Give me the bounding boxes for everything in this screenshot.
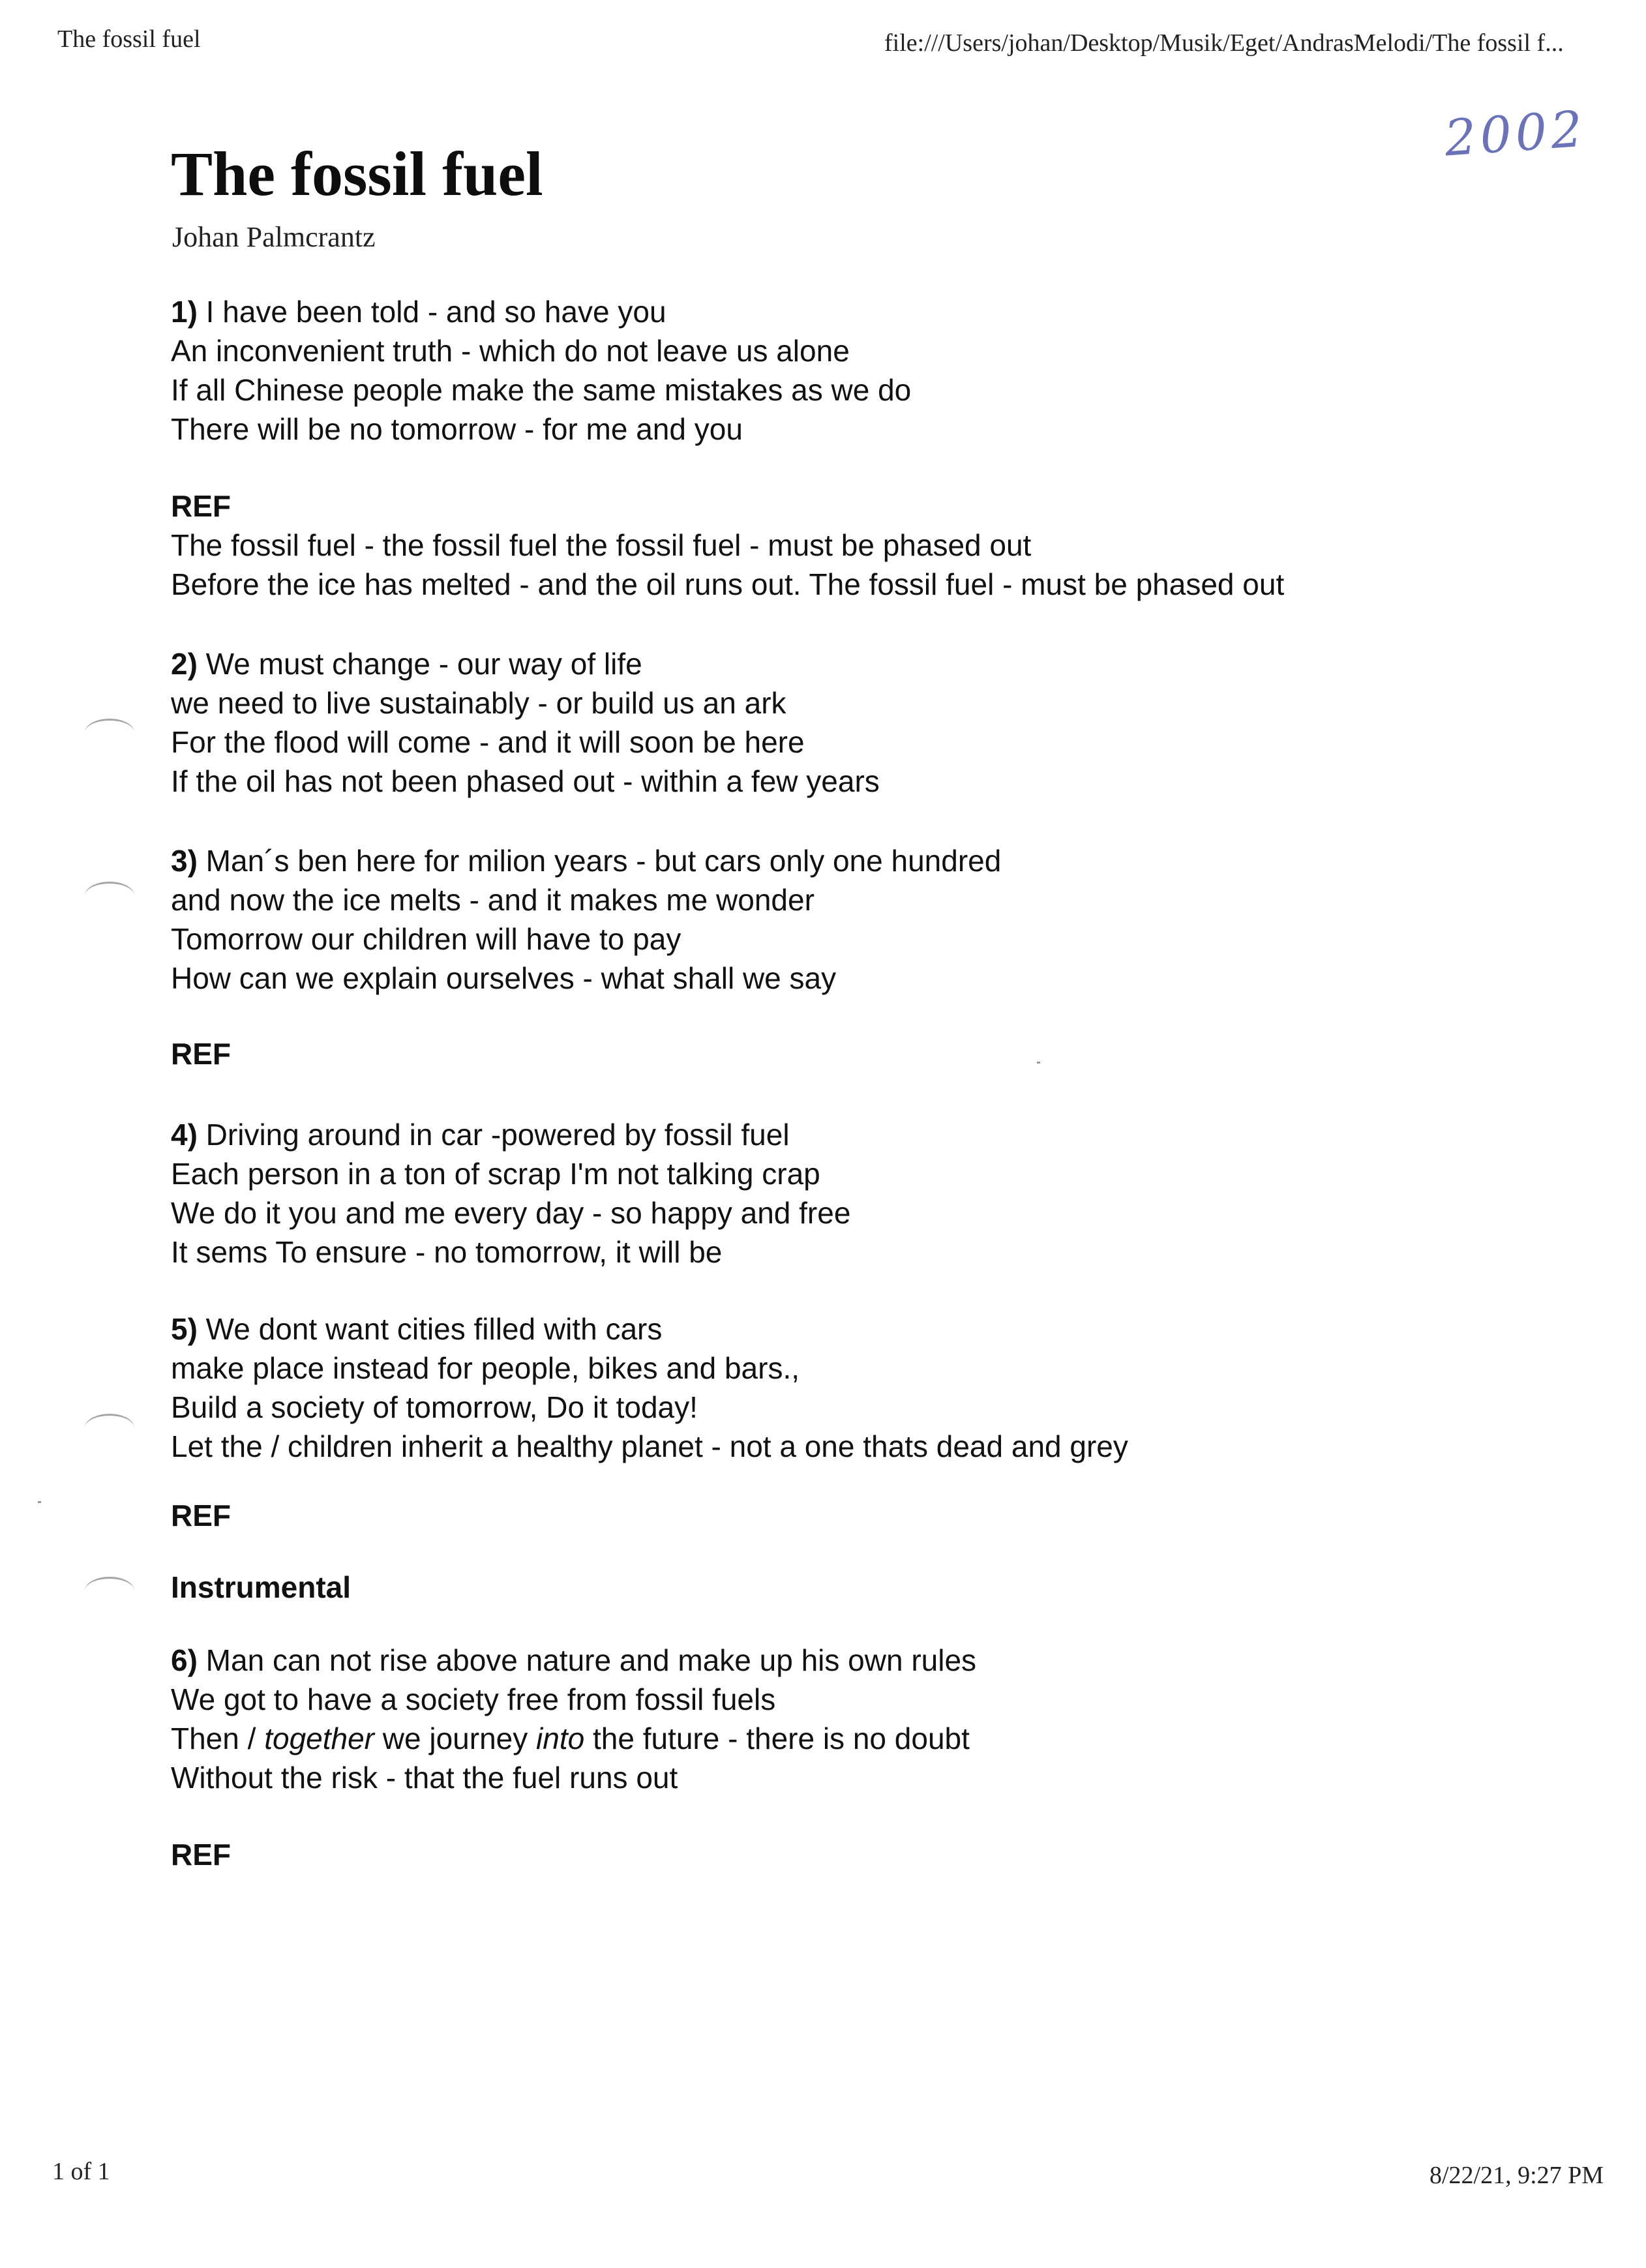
- verse-line: An inconvenient truth - which do not leave us alone: [171, 334, 850, 368]
- verse-line: If all Chinese people make the same mistakes as we do: [171, 373, 912, 407]
- print-header-url: file:///Users/johan/Desktop/Musik/Eget/AndrasMelodi/The fossil f...: [884, 29, 1564, 57]
- verse-line: and now the ice melts - and it makes me wonder: [171, 883, 815, 917]
- punch-hole-mark: [85, 1414, 134, 1442]
- print-header-title: The fossil fuel: [57, 25, 201, 53]
- verse-line: Each person in a ton of scrap I'm not talking crap: [171, 1157, 820, 1191]
- document-author: Johan Palmcrantz: [172, 221, 376, 253]
- verse-line: We do it you and me every day - so happy and free: [171, 1196, 851, 1230]
- verse-number: 4): [171, 1118, 198, 1152]
- verse-line: Tomorrow our children will have to pay: [171, 922, 681, 956]
- verse-line: 5) We dont want cities filled with cars: [171, 1312, 663, 1346]
- instrumental-section: [171, 1568, 351, 1607]
- verse-6: [171, 1641, 976, 1797]
- verse-number: 2): [171, 647, 198, 681]
- refrain-1: [171, 486, 1284, 604]
- verse-number: 1): [171, 295, 198, 329]
- refrain-line: Before the ice has melted - and the oil runs out. The fossil fuel - must be phased out: [171, 567, 1285, 601]
- verse-2: [171, 644, 880, 801]
- punch-hole-mark: [85, 882, 134, 910]
- print-footer-page-count: 1 of 1: [52, 2158, 110, 2185]
- verse-3: [171, 841, 1001, 998]
- print-footer-datetime: 8/22/21, 9:27 PM: [1429, 2162, 1604, 2189]
- verse-line: 4) Driving around in car -powered by fossil fuel: [171, 1118, 790, 1152]
- punch-hole-mark: [85, 719, 134, 747]
- verse-line: we need to live sustainably - or build us an ark: [171, 686, 786, 720]
- refrain-2: [171, 1034, 231, 1073]
- verse-line: How can we explain ourselves - what shall we say: [171, 961, 837, 995]
- refrain-label: REF: [171, 1838, 231, 1872]
- handwritten-year-annotation: 2002: [1443, 99, 1589, 168]
- verse-line: Let the / children inherit a healthy planet - not a one thats dead and grey: [171, 1429, 1128, 1463]
- scan-speck: [1037, 1062, 1040, 1064]
- punch-hole-mark: [85, 1577, 134, 1605]
- verse-line: If the oil has not been phased out - within a few years: [171, 764, 880, 798]
- refrain-label: REF: [171, 489, 231, 523]
- document-title: The fossil fuel: [171, 139, 543, 209]
- italic-word: into: [536, 1722, 585, 1755]
- refrain-label: REF: [171, 1037, 231, 1071]
- verse-1: [171, 292, 911, 449]
- verse-line: Then / together we journey into the future - there is no doubt: [171, 1722, 970, 1755]
- verse-line: 1) I have been told - and so have you: [171, 295, 666, 329]
- verse-line: make place instead for people, bikes and bars.,: [171, 1351, 800, 1385]
- instrumental-label: Instrumental: [171, 1570, 352, 1604]
- verse-line: There will be no tomorrow - for me and you: [171, 412, 743, 446]
- verse-line: 3) Man´s ben here for milion years - but cars only one hundred: [171, 844, 1002, 878]
- verse-number: 6): [171, 1643, 198, 1677]
- verse-line: For the flood will come - and it will soon be here: [171, 725, 805, 759]
- refrain-4: [171, 1835, 231, 1874]
- verse-line: 2) We must change - our way of life: [171, 647, 642, 681]
- verse-number: 5): [171, 1312, 198, 1346]
- verse-4: [171, 1115, 850, 1272]
- verse-line: 6) Man can not rise above nature and make up his own rules: [171, 1643, 977, 1677]
- refrain-3: [171, 1496, 231, 1535]
- refrain-line: The fossil fuel - the fossil fuel the fossil fuel - must be phased out: [171, 528, 1032, 562]
- italic-word: together: [264, 1722, 374, 1755]
- verse-line: We got to have a society free from fossil fuels: [171, 1682, 776, 1716]
- verse-line: It sems To ensure - no tomorrow, it will be: [171, 1235, 723, 1269]
- verse-number: 3): [171, 844, 198, 878]
- verse-line: Build a society of tomorrow, Do it today!: [171, 1390, 698, 1424]
- refrain-label: REF: [171, 1499, 231, 1532]
- verse-5: [171, 1309, 1128, 1466]
- scan-speck: [38, 1501, 41, 1503]
- verse-line: Without the risk - that the fuel runs out: [171, 1761, 678, 1795]
